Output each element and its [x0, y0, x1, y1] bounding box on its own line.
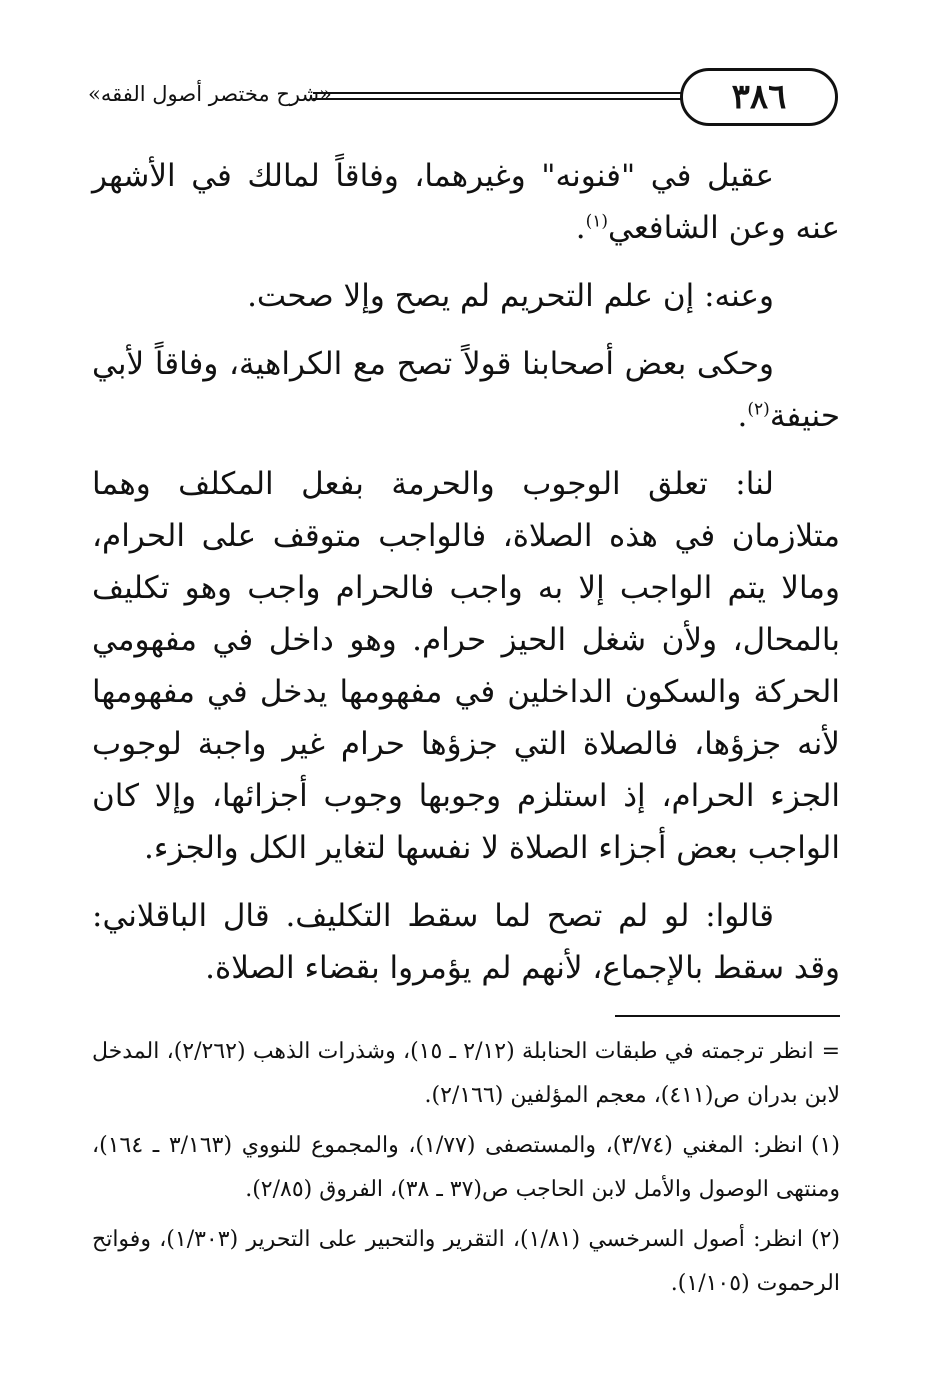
footnote-continued [92, 1030, 840, 1118]
footnote-separator [615, 1015, 840, 1017]
paragraph-2 [92, 270, 840, 322]
footnote-text: انظر: أصول السرخسي (١/٨١)، التقرير والتحبير على التحرير (١/٣٠٣)، وفواتح الرحموت (١/١٠٥). [92, 1227, 840, 1296]
main-text [92, 150, 840, 1010]
paragraph-1-end: . [575, 210, 586, 246]
footnote-ref-1: (١) [585, 211, 608, 232]
footnote-1 [92, 1124, 840, 1212]
footnotes [92, 1030, 840, 1312]
running-title: «شرح مختصر أصول الفقه» [88, 82, 332, 106]
paragraph-1 [92, 150, 840, 254]
paragraph-4-text: لنا: تعلق الوجوب والحرمة بفعل المكلف وهما متلازمان في هذه الصلاة، فالواجب متوقف على الحرام، ومالا يتم الواجب إلا به واجب فالحرام واجب وهو تكليف بالمحال، ولأن شغل الحيز حرام. وهو داخل في مفهومي الحركة والسكون الداخلين في مفهومها يدخل في مفهومها لأنه جزؤها، فالصلاة التي جزؤها حرام غير واجبة لوجوب الجزء الحرام، إذ استلزم وجوبها وجوب أجزائها، وإلا كان الواجب بعض أجزاء الصلاة لا نفسها لتغاير الكل والجزء. [92, 466, 840, 866]
footnote-text: انظر: المغني (٣/٧٤)، والمستصفى (١/٧٧)، والمجموع للنووي (٣/١٦٣ ـ ١٦٤)، ومنتهى الوصول والأمل لابن الحاجب ص(٣٧ ـ ٣٨)، الفروق (٢/٨٥). [92, 1133, 840, 1202]
paragraph-1-text: عقيل في "فنونه" وغيرهما، وفاقاً لمالك في الأشهر عنه وعن الشافعي [92, 158, 840, 246]
header-double-rule [313, 92, 693, 100]
footnote-mark: (٢) [810, 1227, 840, 1252]
footnote-2 [92, 1218, 840, 1306]
footnote-mark: (١) [810, 1133, 840, 1158]
paragraph-2-text: وعنه: إن علم التحريم لم يصح وإلا صحت. [247, 278, 774, 314]
page-header [88, 58, 840, 138]
footnote-ref-2: (٢) [747, 399, 770, 420]
paragraph-5-text: قالوا: لو لم تصح لما سقط التكليف. قال الباقلاني: وقد سقط بالإجماع، لأنهم لم يؤمروا بقضاء الصلاة. [92, 898, 840, 986]
paragraph-5 [92, 890, 840, 994]
footnote-text: انظر ترجمته في طبقات الحنابلة (٢/١٢ ـ ١٥)، وشذرات الذهب (٢/٢٦٢)، المدخل لابن بدران ص(٤١١)، معجم المؤلفين (٢/١٦٦). [92, 1039, 840, 1108]
page-number: ٣٨٦ [680, 68, 838, 126]
paragraph-3-text: وحكى بعض أصحابنا قولاً تصح مع الكراهية، وفاقاً لأبي حنيفة [92, 346, 840, 434]
paragraph-3 [92, 338, 840, 442]
paragraph-4 [92, 458, 840, 874]
footnote-mark: = [821, 1039, 840, 1064]
paragraph-3-end: . [737, 398, 748, 434]
